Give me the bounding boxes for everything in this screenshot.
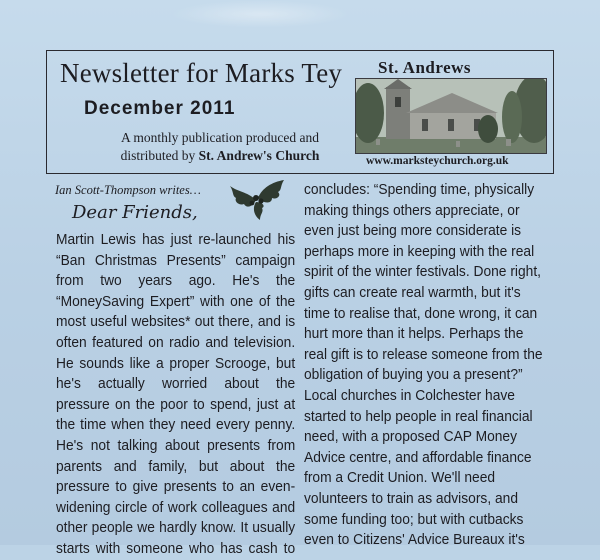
issue-date: December 2011 [84, 98, 236, 119]
publication-note-line1: A monthly publication produced and [121, 130, 319, 145]
article-left-line: widening circle of work colleagues and [56, 498, 296, 516]
article-right-line: Advice centre, and affordable finance [304, 448, 532, 466]
holly-icon [226, 176, 288, 222]
article-left-line: He's not talking about presents from [56, 436, 296, 454]
article-right-line: hurt more than it helps. Perhaps the [304, 325, 524, 343]
article-left-line: pressure to give presents to an even- [56, 478, 296, 496]
paper-crease [170, 0, 350, 28]
article-byline: Ian Scott-Thompson writes… [55, 183, 201, 197]
article-left-line: parents and family, but about the [56, 457, 296, 475]
article-right-line: making things others appreciate, or [304, 201, 520, 219]
article-right-line: Local churches in Colchester have [304, 386, 515, 404]
church-photo [355, 78, 547, 154]
article-left-line: “Ban Christmas Presents” campaign [56, 251, 296, 269]
article-left-line: most useful websites* out there, and is [56, 313, 296, 331]
article-right-line: some funding too; but with cutbacks [304, 510, 524, 528]
article-right-line: even to Citizens' Advice Bureaux it's [304, 531, 525, 549]
article-left-line: other people we hardly know. It usually [56, 519, 296, 537]
article-right-line: volunteers to train as advisors, and [304, 489, 519, 507]
article-left-line: often featured on radio and television. [56, 333, 296, 351]
article-right-line: obligation of buying you a present?” [304, 366, 523, 384]
article-right-line: from a Credit Union. We'll need [304, 469, 496, 487]
article-right-line: started to help people in real financial [304, 407, 533, 425]
article-right-line: even just being more considerate is [304, 222, 522, 240]
article-right-line: time to realise that, done wrong, it can [304, 304, 538, 322]
article-column-left [56, 230, 295, 560]
article-right-line: need, with a proposed CAP Money [304, 428, 518, 446]
article-right-line: concludes: “Spending time, physically [304, 181, 535, 198]
article-right-line: gifts can create real warmth, but it's [304, 283, 521, 301]
article-left-line: pressure on the poor to spend, just at [56, 395, 296, 413]
article-left-line: “MoneySaving Expert” with one of the [56, 292, 296, 310]
article-left-line: he's actually worried about the [56, 375, 296, 393]
article-right-line: perhaps more in keeping with the real [304, 242, 535, 260]
article-right-line: real gift is to release someone from the [304, 345, 543, 363]
newsletter-title: Newsletter for Marks Tey [60, 58, 343, 88]
article-left-line: the time when they need every penny. [56, 416, 296, 434]
publication-note [100, 129, 340, 165]
publication-note-prefix: distributed by [120, 148, 199, 163]
article-right-line: spirit of the winter festivals. Done right, [304, 263, 542, 281]
article-left-line: He sounds like a proper Scrooge, but [56, 354, 296, 372]
church-name: St. Andrews [378, 58, 472, 77]
publisher-name: St. Andrew's Church [198, 148, 320, 163]
article-left-line: starts with someone who has cash to [56, 539, 296, 557]
article-left-line: from two years ago. He's the [56, 272, 296, 290]
article-left-line: Martin Lewis has just re-launched his [56, 231, 296, 248]
church-website-link[interactable]: www.marksteychurch.org.uk [366, 155, 509, 167]
article-column-right [304, 180, 549, 551]
article-greeting: Dear Friends, [72, 202, 198, 223]
church-photo-image [356, 79, 547, 154]
